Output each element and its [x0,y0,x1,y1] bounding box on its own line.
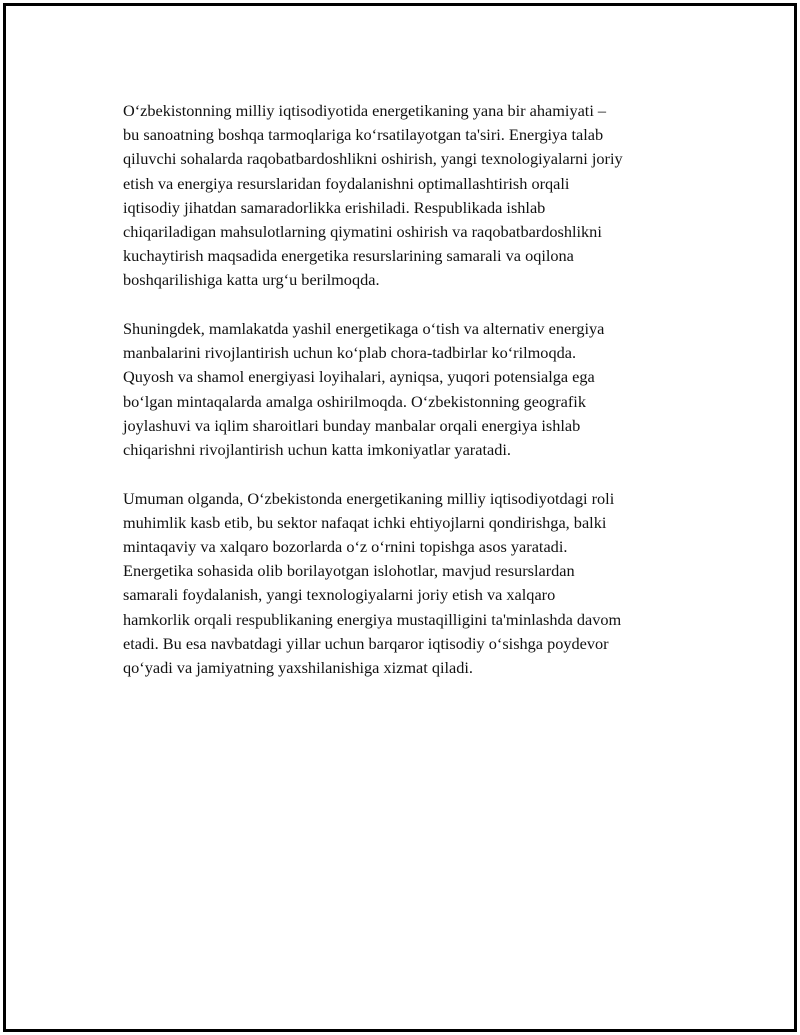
text-line: qiluvchi sohalarda raqobatbardoshlikni oshirish, yangi texnologiyalarni joriy [123,149,623,169]
text-line: bo‘lgan mintaqalarda amalga oshirilmoqda. O‘zbekistonning geografik [123,391,586,411]
text-line: etadi. Bu esa navbatdagi yillar uchun barqaror iqtisodiy o‘sishga poydevor [123,633,609,653]
text-line: O‘zbekistonning milliy iqtisodiyotida energetikaning yana bir ahamiyati – [123,101,607,120]
paragraph-1 [123,99,703,293]
paragraph-2 [123,317,703,462]
text-line: muhimlik kasb etib, bu sektor nafaqat ichki ehtiyojlarni qondirishga, balki [123,512,607,532]
text-line: Quyosh va shamol energiyasi loyihalari, ayniqsa, yuqori potensialga ega [123,367,595,387]
text-line: bu sanoatning boshqa tarmoqlariga ko‘rsatilayotgan ta'siri. Energiya talab [123,125,604,145]
page-frame [3,3,797,1032]
text-line: manbalarini rivojlantirish uchun ko‘plab chora-tadbirlar ko‘rilmoqda. [123,343,577,363]
text-line: joylashuvi va iqlim sharoitlari bunday manbalar orqali energiya ishlab [123,415,581,435]
paragraph-3 [123,487,703,681]
text-line: iqtisodiy jihatdan samaradorlikka erishiladi. Respublikada ishlab [123,197,546,217]
text-line: Energetika sohasida olib borilayotgan islohotlar, mavjud resurslardan [123,561,575,581]
text-line: qo‘yadi va jamiyatning yaxshilanishiga xizmat qiladi. [123,658,473,678]
document-body [123,99,703,705]
text-line: mintaqaviy va xalqaro bozorlarda o‘z o‘rnini topishga asos yaratadi. [123,537,568,557]
text-line: chiqariladigan mahsulotlarning qiymatini oshirish va raqobatbardoshlikni [123,222,602,242]
text-line: samarali foydalanish, yangi texnologiyalarni joriy etish va xalqaro [123,585,556,605]
text-line: hamkorlik orqali respublikaning energiya mustaqilligini ta'minlashda davom [123,609,622,629]
text-line: Umuman olganda, O‘zbekistonda energetikaning milliy iqtisodiyotdagi roli [123,488,615,508]
text-line: kuchaytirish maqsadida energetika resurslarining samarali va oqilona [123,246,574,266]
text-line: Shuningdek, mamlakatda yashil energetikaga o‘tish va alternativ energiya [123,319,605,339]
text-line: boshqarilishiga katta urg‘u berilmoqda. [123,270,380,290]
text-line: chiqarishni rivojlantirish uchun katta imkoniyatlar yaratadi. [123,440,511,460]
text-line: etish va energiya resurslaridan foydalanishni optimallashtirish orqali [123,173,570,193]
